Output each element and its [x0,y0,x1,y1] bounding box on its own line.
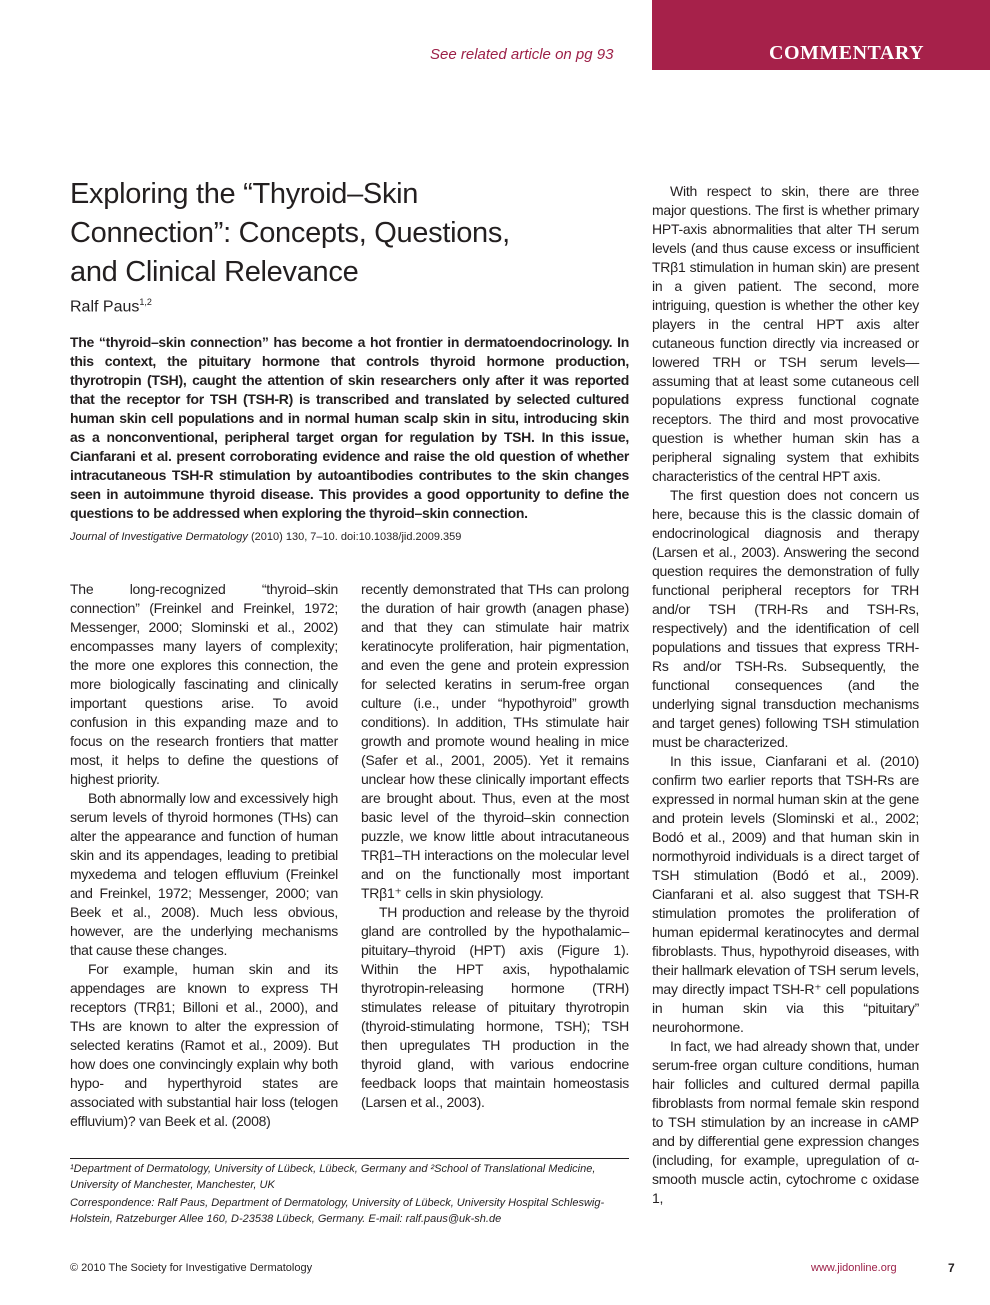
paragraph: In fact, we had already shown that, under serum-free organ culture conditions, human hair follicles and cultured dermal papilla fibroblasts from normal female skin respond to TSH stimulation by an increase in cAMP and by differential gene expression changes (including, for example, upregulation of α-smooth muscle actin, cytochrome c oxidase 1, [652,1038,919,1206]
paragraph: With respect to skin, there are three major questions. The first is whether primary HPT-axis abnormalities that alter TH serum levels (and thus cause excess or insufficient TRβ1 stimulation in human skin) are present in a given patient. The second, more intriguing, question is whether the other key players in the central HPT axis alter cutaneous function directly via increased or lowered TRH or TSH serum levels—assuming that at least some cutaneous cell populations express functional cognate receptors. The third and most provocative question is whether human skin has a peripheral signaling system that exhibits characteristics of the central HPT axis. [652,183,919,484]
paragraph: For example, human skin and its appendages are known to express TH receptors (TRβ1; Billoni et al., 2000), and THs are known to alter the expression of selected keratins (Ramot et al., 2009). But how does one convincingly explain why both hypo- and hyperthyroid states are associated with substantial hair loss (telogen effluvium)? van Beek et al. (2008) [70,961,338,1129]
body-column-3 [652,182,919,1208]
paragraph: Both abnormally low and excessively high serum levels of thyroid hormones (THs) can alter the appearance and function of human skin and its appendages, leading to pretibial myxedema and telogen effluvium (Freinkel and Freinkel, 1972; Messenger, 2000; van Beek et al., 2008). Much less obvious, however, are the underlying mechanisms that cause these changes. [70,790,338,958]
author-name: Ralf Paus [70,298,140,316]
title-line: and Clinical Relevance [70,256,359,288]
author-affiliation-marks: 1,2 [139,297,152,307]
body-column-2 [361,580,629,1112]
section-banner [652,0,990,70]
paragraph: In this issue, Cianfarani et al. (2010) confirm two earlier reports that TSH-Rs are expressed in normal human skin at the gene and protein levels (Slominski et al., 2002; Bodó et al., 2009) and that human skin in normothyroid individuals is a direct target of TSH stimulation (Bodó et al., 2009). Cianfarani et al. also suggest that TSH-R stimulation promotes the proliferation of human epidermal keratinocytes and dermal fibroblasts. Thus, hypothyroid diseases, with their hallmark elevation of TSH serum levels, may directly impact TSH-R⁺ cell populations in human skin via this “pituitary” neurohormone. [652,753,919,1035]
title-line: Connection”: Concepts, Questions, [70,217,510,249]
author-line [70,297,152,316]
paragraph: The first question does not concern us here, because this is the classic domain of endocrinological diagnosis and therapy (Larsen et al., 2003). Answering the second question requires the demonstration of fully functional peripheral receptors for TRH and/or TSH (TRH-Rs and TSH-Rs, respectively) and the identification of cell populations and tissues that express TRH-Rs and/or TSH-Rs. Subsequently, the functional consequences (and the underlying signal transduction mechanisms and target genes) following TSH stimulation must be characterized. [652,487,919,750]
paragraph: TH production and release by the thyroid gland are controlled by the hypothalamic–pituitary–thyroid (HPT) axis (Figure 1). Within the HPT axis, hypothalamic thyrotropin-releasing hormone (TRH) stimulates release of pituitary thyrotropin (thyroid-stimulating hormone, TSH); TSH then upregulates TH production in the thyroid gland, with various endocrine feedback loops that maintain homeostasis (Larsen et al., 2003). [361,904,629,1110]
footnote-correspondence: Correspondence: Ralf Paus, Department of Dermatology, University of Lübeck, University Hospital Schleswig-Holstein, Ratzeburger Allee 160, D-23538 Lübeck, Germany. E-mail: ralf.paus@uk-sh.de [70,1197,605,1225]
title-line: Exploring the “Thyroid–Skin [70,178,419,210]
abstract: The “thyroid–skin connection” has become a hot frontier in dermatoendocrinology. In this context, the pituitary hormone that controls thyroid hormone production, thyrotropin (TSH), caught the attention of skin researchers only after it was reported that the receptor for TSH (TSH-R) is transcribed and translated by selected cultured human skin cell populations and in normal human scalp skin in situ, introducing skin as a nonconventional, peripheral target organ for regulation by TSH. In this issue, Cianfarani et al. present corroborating evidence and raise the old question of whether intracutaneous TSH-R stimulation by autoantibodies contributes to the skin changes seen in autoimmune thyroid disease. This provides a good opportunity to define the questions to be addressed when exploring the thyroid–skin connection. [70,334,629,521]
article-title [70,175,610,292]
footnote-divider [70,1158,629,1159]
citation-details: (2010) 130, 7–10. doi:10.1038/jid.2009.359 [247,531,462,543]
footnote-affiliations: ¹Department of Dermatology, University of Lübeck, Lübeck, Germany and ²School of Translational Medicine, University of Manchester, Manchester, UK [70,1163,596,1191]
body-column-1 [70,580,338,1131]
page-number: 7 [948,1261,955,1275]
paragraph: The long-recognized “thyroid–skin connection” (Freinkel and Freinkel, 1972; Messenger, 2000; Slominski et al., 2002) encompasses many layers of complexity; the more one explores this connection, the more biologically fascinating and clinically important questions arise. To avoid confusion in this expanding maze and to focus on the research frontiers that matter most, it helps to define the questions of highest priority. [70,581,338,787]
footer-copyright: © 2010 The Society for Investigative Dermatology [70,1262,313,1274]
citation-journal: Journal of Investigative Dermatology [70,531,248,543]
paragraph: recently demonstrated that THs can prolong the duration of hair growth (anagen phase) and that they can stimulate hair matrix keratinocyte proliferation, hair pigmentation, and even the gene and protein expression for selected keratins in serum-free organ culture (i.e., under “hypothyroid” growth conditions). In addition, THs stimulate hair growth and promote wound healing in mice (Safer et al., 2001, 2005). Yet it remains unclear how these clinically important effects are brought about. Thus, even at the most basic level of the thyroid–skin connection puzzle, we know little about intracutaneous TRβ1–TH interactions on the molecular level and on the functionally most important TRβ1⁺ cells in skin physiology. [361,581,629,901]
section-label: COMMENTARY [769,42,925,64]
related-article-link[interactable]: See related article on pg 93 [430,46,614,63]
citation [70,531,461,543]
footer-website-link[interactable]: www.jidonline.org [811,1262,897,1274]
